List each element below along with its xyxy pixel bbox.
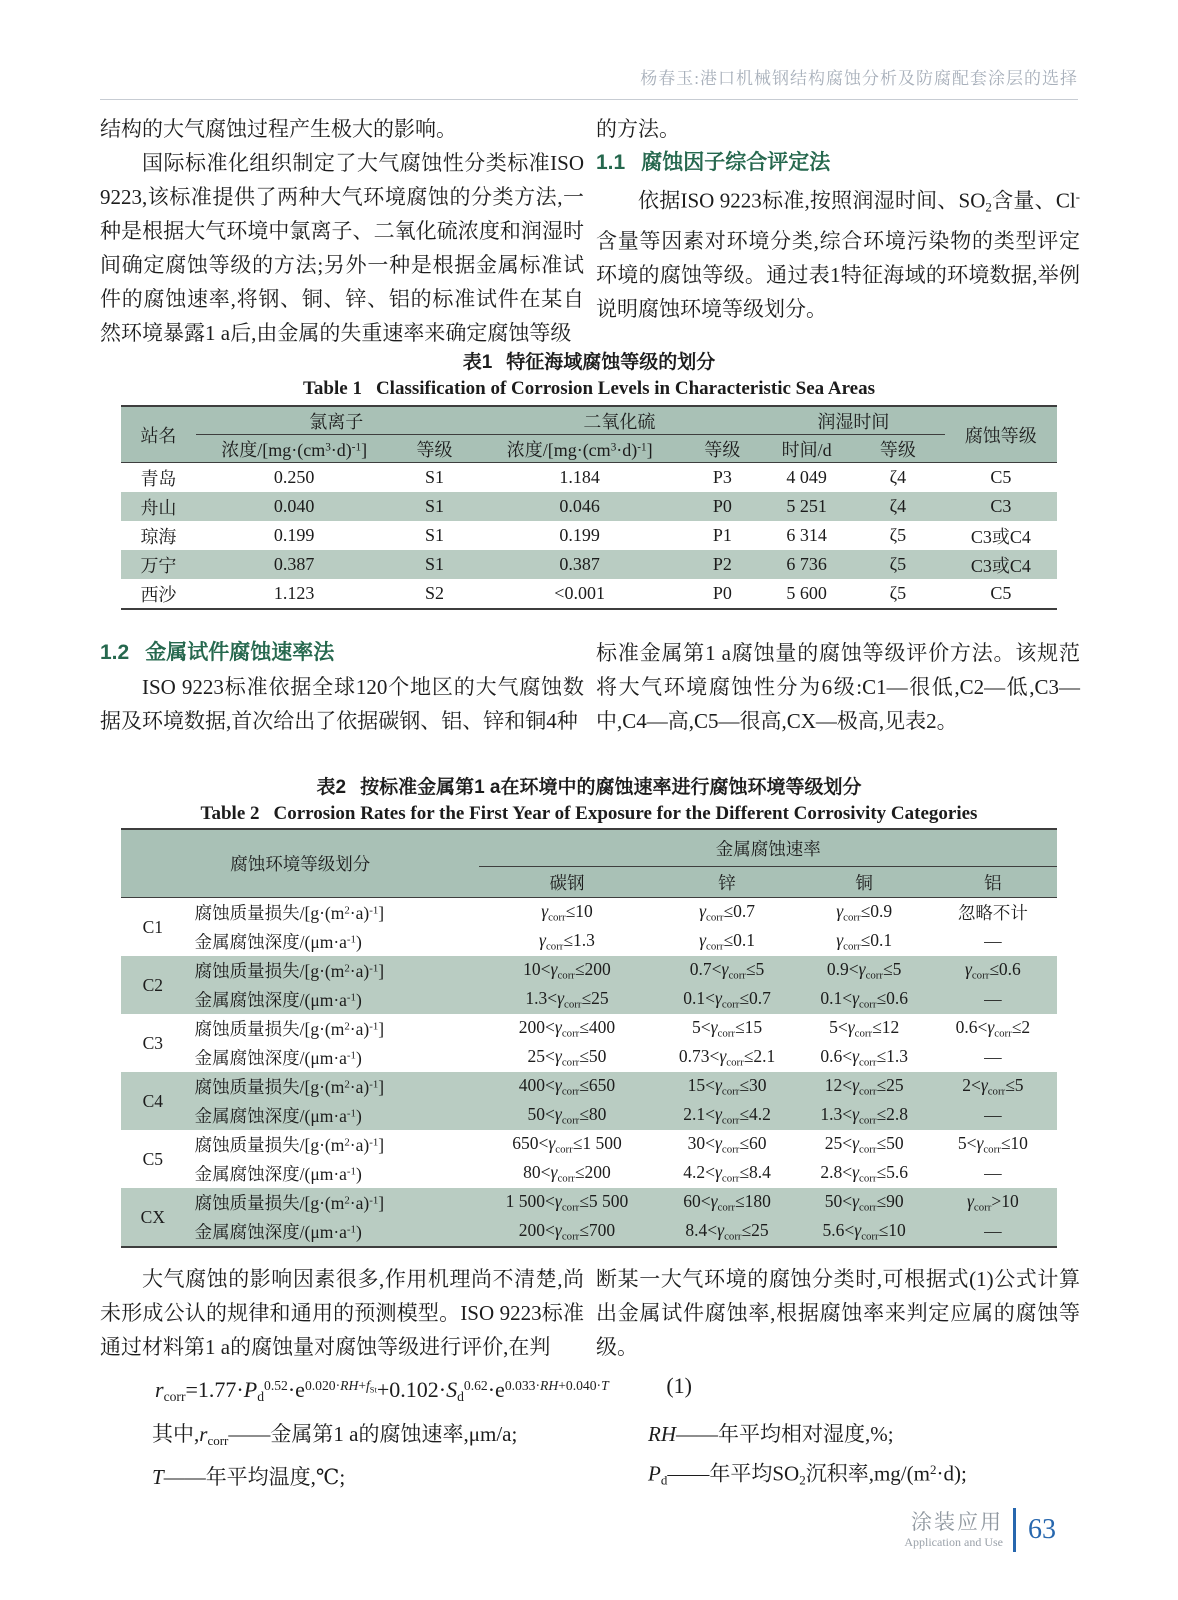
table-row <box>121 1159 1057 1188</box>
category-cell: C5 <box>142 1148 164 1169</box>
equation-1 <box>100 1366 692 1417</box>
caption-title: Corrosion Rates for the First Year of Exposure for the Different Corrosivity Categories <box>273 803 978 824</box>
table1 <box>121 405 1057 610</box>
row-label: 腐蚀质量损失$/[g\cdot(m^2\cdot a)^{-1}]$ <box>185 1188 480 1217</box>
data-cell: 琼海 <box>140 526 177 547</box>
data-cell: $0.73<\gamma_{corr}\le 2.1$ <box>678 1046 776 1069</box>
caption-title: Classification of Corrosion Levels in Characteristic Sea Areas <box>375 378 875 399</box>
data-cell: ζ5 <box>851 550 945 579</box>
header-cell: 铝 <box>929 867 1057 898</box>
equation-number: (1) <box>666 1373 692 1398</box>
data-cell: 西沙 <box>140 584 177 605</box>
table-row <box>121 463 1057 493</box>
data-cell: $25<\gamma_{corr}\le 50$ <box>824 1133 904 1156</box>
table-row <box>121 1217 1057 1247</box>
data-cell: P0 <box>712 583 732 603</box>
data-cell: $4.2<\gamma_{corr}\le 8.4$ <box>683 1162 771 1185</box>
data-cell: S1 <box>425 525 445 545</box>
section-title: 金属试件腐蚀速率法 <box>145 641 335 664</box>
data-cell: — <box>984 1163 1002 1183</box>
data-cell: $5<\gamma_{corr}\le 12$ <box>829 1017 900 1040</box>
closing-right-column <box>596 1262 1080 1364</box>
paragraph: 结构的大气腐蚀过程产生极大的影响。 <box>100 117 457 141</box>
header-cell: 润湿时间 <box>762 406 945 435</box>
caption-label: Table 1 <box>302 378 362 399</box>
data-cell: ζ5 <box>889 525 907 545</box>
section-number: 1.2 <box>100 641 130 664</box>
section-number: 1.1 <box>596 151 626 174</box>
data-cell: $0.1<\gamma_{corr}\le 0.7$ <box>655 985 800 1014</box>
header-cell: 腐蚀环境等级划分 <box>121 829 479 898</box>
journal-name-en: Application and Use <box>904 1535 1003 1549</box>
table-row <box>121 1043 1057 1072</box>
data-cell: 0.046 <box>477 492 683 521</box>
paragraph: 断某一大气环境的腐蚀分类时,可根据式(1)公式计算出金属试件腐蚀率,根据腐蚀率来判定应属的腐蚀等级。 <box>596 1267 1080 1359</box>
definitions-left <box>100 1416 584 1495</box>
table-row <box>121 492 1057 521</box>
row-label: 金属腐蚀深度$/(\mu m\cdot a^{-1})$ <box>194 1048 362 1068</box>
table-header-row <box>121 406 1057 435</box>
row-label: 腐蚀质量损失$/[g\cdot(m^2\cdot a)^{-1}]$ <box>194 1019 385 1039</box>
table-row <box>121 521 1057 550</box>
data-cell: $1.3<\gamma_{corr}\le 2.8$ <box>800 1101 929 1130</box>
data-cell: $\gamma_{corr}\le 1.3$ <box>539 930 595 953</box>
data-cell: C3 <box>945 492 1057 521</box>
data-cell: $2.1<\gamma_{corr}\le 4.2$ <box>655 1101 800 1130</box>
data-cell: $\gamma_{corr}>10$ <box>929 1188 1057 1217</box>
data-cell: 万宁 <box>121 550 196 579</box>
data-cell: 0.387 <box>477 550 683 579</box>
data-cell: $0.6<\gamma_{corr}\le 2$ <box>955 1017 1031 1040</box>
data-cell: $30<\gamma_{corr}\le 60$ <box>687 1133 767 1156</box>
data-cell: $\gamma_{corr}\le 0.9$ <box>836 901 893 924</box>
row-label: 金属腐蚀深度$/(\mu m\cdot a^{-1})$ <box>185 1101 480 1130</box>
header-cell: 等级 <box>851 435 945 463</box>
data-cell: 0.199 <box>559 525 600 545</box>
row-label: 腐蚀质量损失$/[g\cdot(m^2\cdot a)^{-1}]$ <box>185 1072 480 1101</box>
header-cell: 铜 <box>800 867 929 898</box>
table-row <box>121 1014 1057 1043</box>
data-cell: $8.4<\gamma_{corr}\le 25$ <box>655 1217 800 1247</box>
equation-expression: $r_{corr}=1.77\cdot P_d^{0.52}\cdot e^{0.020\cdot RH+f_{St}}+0.102\cdot S_d^{0.62}\cdot e^{0.033\cdot RH+0.040\cdot T}$ <box>155 1376 609 1404</box>
definition-line: RH——年平均相对湿度,%; <box>648 1422 894 1446</box>
data-cell: $200<\gamma_{corr}\le 700$ <box>479 1217 654 1247</box>
data-cell: — <box>929 985 1057 1014</box>
data-cell: 0.040 <box>196 492 393 521</box>
data-cell: 4 049 <box>786 467 827 487</box>
data-cell: — <box>984 931 1002 951</box>
data-cell: P3 <box>712 467 732 487</box>
data-cell: 6 736 <box>762 550 851 579</box>
caption-label: 表2 <box>316 777 347 798</box>
data-cell: $\gamma_{corr}\le 0.7$ <box>699 901 755 924</box>
data-cell: ζ4 <box>851 492 945 521</box>
data-cell: 0.250 <box>273 467 315 487</box>
table-row <box>121 956 1057 985</box>
data-cell: — <box>929 1101 1057 1130</box>
category-cell: C2 <box>121 956 185 1014</box>
table-row <box>121 1072 1057 1101</box>
data-cell: P2 <box>683 550 763 579</box>
header-cell: 腐蚀等级 <box>945 406 1057 463</box>
data-cell: $200<\gamma_{corr}\le 400$ <box>518 1017 616 1040</box>
category-cell: C4 <box>121 1072 185 1130</box>
data-cell: — <box>984 1047 1002 1067</box>
header-cell: 锌 <box>655 867 800 898</box>
data-cell: P1 <box>712 525 732 545</box>
table-row <box>121 1188 1057 1217</box>
data-cell: $15<\gamma_{corr}\le 30$ <box>655 1072 800 1101</box>
data-cell: ζ4 <box>889 467 907 487</box>
row-label: 金属腐蚀深度$/(\mu m\cdot a^{-1})$ <box>185 1217 480 1247</box>
data-cell: ζ5 <box>889 583 907 603</box>
journal-name-zh: 涂装应用 <box>911 1511 1003 1534</box>
header-cell: 二氧化硫 <box>477 406 762 435</box>
data-cell: $60<\gamma_{corr}\le 180$ <box>655 1188 800 1217</box>
data-cell: $\gamma_{corr}\le 10$ <box>541 901 593 924</box>
intro-right-column <box>596 112 1080 326</box>
journal-name <box>904 1511 1003 1549</box>
header-cell: 等级 <box>392 435 476 463</box>
data-cell: $50<\gamma_{corr}\le 80$ <box>479 1101 654 1130</box>
data-cell: $400<\gamma_{corr}\le 650$ <box>479 1072 654 1101</box>
data-cell: $5.6<\gamma_{corr}\le 10$ <box>800 1217 929 1247</box>
table-row <box>121 898 1057 928</box>
sec12-left-column <box>100 636 584 738</box>
row-label: 金属腐蚀深度$/(\mu m\cdot a^{-1})$ <box>194 1164 362 1184</box>
category-cell: C3 <box>142 1032 164 1053</box>
paragraph: 标准金属第1 a腐蚀量的腐蚀等级评价方法。该规范将大气环境腐蚀性分为6级:C1—很低,C2—低,C3—中,C4—高,C5—很高,CX—极高,见表2。 <box>596 641 1080 733</box>
header-cell: 浓度$/[mg\cdot(cm^3\cdot d)^{-1}]$ <box>196 435 393 463</box>
caption-label: Table 2 <box>200 803 260 824</box>
header-cell: 浓度$/[mg\cdot(cm^3\cdot d)^{-1}]$ <box>477 435 683 463</box>
data-cell: 5 600 <box>786 583 827 603</box>
table-row <box>121 550 1057 579</box>
data-cell: $2<\gamma_{corr}\le 5$ <box>929 1072 1057 1101</box>
data-cell: 0.199 <box>273 525 315 545</box>
data-cell: $\gamma_{corr}\le 0.6$ <box>929 956 1057 985</box>
paragraph: 大气腐蚀的影响因素很多,作用机理尚不清楚,尚未形成公认的规律和通用的预测模型。ISO 9223标准通过材料第1 a的腐蚀量对腐蚀等级进行评价,在判 <box>100 1267 584 1359</box>
header-cell: 等级 <box>683 435 763 463</box>
page-footer <box>904 1508 1056 1552</box>
data-cell: $2.8<\gamma_{corr}\le 5.6$ <box>820 1162 908 1185</box>
data-cell: C3或C4 <box>945 550 1057 579</box>
row-label: 腐蚀质量损失$/[g\cdot(m^2\cdot a)^{-1}]$ <box>185 956 480 985</box>
data-cell: 青岛 <box>140 468 177 489</box>
data-cell: 舟山 <box>121 492 196 521</box>
data-cell: $\gamma_{corr}\le 0.1$ <box>836 930 893 953</box>
data-cell: S1 <box>425 467 445 487</box>
data-cell: S2 <box>425 583 445 603</box>
paragraph: 的方法。 <box>596 117 680 141</box>
data-cell: $10<\gamma_{corr}\le 200$ <box>479 956 654 985</box>
table-row <box>121 927 1057 956</box>
data-cell: 1.123 <box>273 583 315 603</box>
data-cell: C5 <box>990 467 1012 487</box>
data-cell: P0 <box>683 492 763 521</box>
caption-title: 特征海域腐蚀等级的划分 <box>506 352 716 373</box>
definition-line: T——年平均温度,℃; <box>152 1464 346 1489</box>
data-cell: 1 $500<\gamma_{corr}\le 5$ 500 <box>479 1188 654 1217</box>
data-cell: 6 314 <box>786 525 827 545</box>
intro-left-column <box>100 112 584 350</box>
header-cell: 时间/d <box>762 435 851 463</box>
table-row <box>121 985 1057 1014</box>
caption-label: 表1 <box>462 352 493 373</box>
closing-left-column <box>100 1262 584 1364</box>
table-row <box>121 1130 1057 1159</box>
paragraph: 依据ISO 9223标准,按照润湿时间、$SO_2$含量、Cl-含量等因素对环境分类,综合环境污染物的类型评定环境的腐蚀等级。通过表1特征海域的环境数据,举例说明腐蚀环境等级划分。 <box>596 188 1081 322</box>
data-cell: C3或C4 <box>970 526 1031 547</box>
definition-line: 其中$,r_{corr}——$金属第1 a的腐蚀速率,μm/a; <box>152 1422 518 1448</box>
category-cell: CX <box>121 1188 185 1247</box>
table2 <box>121 828 1057 1248</box>
section-heading-1-2 <box>100 636 584 670</box>
data-cell: $0.9<\gamma_{corr}\le 5$ <box>800 956 929 985</box>
page-number: 63 <box>1028 1514 1056 1545</box>
definition-line: $P_d——$年平均$SO_2$沉积率$,mg/(m^2\cdot d)$; <box>648 1461 967 1488</box>
data-cell: $650<\gamma_{corr}\le 1$ 500 <box>512 1133 622 1156</box>
section-heading-1-1 <box>596 146 1080 180</box>
data-cell: $50<\gamma_{corr}\le 90$ <box>800 1188 929 1217</box>
table-row <box>121 1101 1057 1130</box>
data-cell: 0.387 <box>196 550 393 579</box>
data-cell: S1 <box>392 492 476 521</box>
data-cell: 1.184 <box>559 467 600 487</box>
row-label: 金属腐蚀深度$/(\mu m\cdot a^{-1})$ <box>194 932 362 952</box>
section-title: 腐蚀因子综合评定法 <box>641 151 831 174</box>
table1-caption-zh <box>100 350 1078 376</box>
data-cell: $1.3<\gamma_{corr}\le 25$ <box>479 985 654 1014</box>
data-cell: C5 <box>990 583 1012 603</box>
table2-caption-en <box>100 801 1078 827</box>
data-cell: $0.7<\gamma_{corr}\le 5$ <box>655 956 800 985</box>
table-row <box>121 579 1057 609</box>
data-cell: $80<\gamma_{corr}\le 200$ <box>523 1162 611 1185</box>
table-header-row <box>121 829 1057 867</box>
data-cell: — <box>929 1217 1057 1247</box>
data-cell: S1 <box>392 550 476 579</box>
caption-title: 按标准金属第1 a在环境中的腐蚀速率进行腐蚀环境等级划分 <box>360 777 862 798</box>
sec12-right-column <box>596 636 1080 738</box>
header-cell: 碳钢 <box>479 867 654 898</box>
data-cell: <0.001 <box>554 583 605 603</box>
data-cell: $12<\gamma_{corr}\le 25$ <box>800 1072 929 1101</box>
header-cell: 氯离子 <box>196 406 477 435</box>
header-rule <box>100 99 1078 100</box>
table-header-row <box>121 435 1057 463</box>
data-cell: $5<\gamma_{corr}\le 10$ <box>957 1133 1028 1156</box>
paragraph: 国际标准化组织制定了大气腐蚀性分类标准ISO 9223,该标准提供了两种大气环境腐蚀的分类方法,一种是根据大气环境中氯离子、二氧化硫浓度和润湿时间确定腐蚀等级的方法;另外一种是根据金属标准试件的腐蚀速率,将钢、铜、锌、铝的标准试件在某自然环境暴露1 a后,由金属的失重速率来确定腐蚀等级 <box>100 151 584 345</box>
header-cell: 金属腐蚀速率 <box>479 829 1057 867</box>
data-cell: $0.6<\gamma_{corr}\le 1.3$ <box>820 1046 908 1069</box>
data-cell: 忽略不计 <box>957 903 1028 923</box>
paragraph: ISO 9223标准依据全球120个地区的大气腐蚀数据及环境数据,首次给出了依据碳钢、铝、锌和铜4种 <box>100 675 584 733</box>
category-cell: C1 <box>142 916 164 937</box>
row-label: 腐蚀质量损失$/[g\cdot(m^2\cdot a)^{-1}]$ <box>194 1135 385 1155</box>
row-label: 金属腐蚀深度$/(\mu m\cdot a^{-1})$ <box>185 985 480 1014</box>
header-cell: 站名 <box>121 406 196 463</box>
data-cell: $\gamma_{corr}\le 0.1$ <box>699 930 755 953</box>
data-cell: $25<\gamma_{corr}\le 50$ <box>527 1046 607 1069</box>
data-cell: $5<\gamma_{corr}\le 15$ <box>691 1017 763 1040</box>
data-cell: $0.1<\gamma_{corr}\le 0.6$ <box>800 985 929 1014</box>
table2-caption-zh <box>100 775 1078 801</box>
definitions-right <box>596 1416 1080 1498</box>
row-label: 腐蚀质量损失$/[g\cdot(m^2\cdot a)^{-1}]$ <box>194 903 385 923</box>
table1-caption-en <box>100 376 1078 402</box>
running-head: 杨春玉:港口机械钢结构腐蚀分析及防腐配套涂层的选择 <box>640 69 1078 88</box>
data-cell: 5 251 <box>762 492 851 521</box>
footer-divider-bar <box>1013 1508 1016 1552</box>
